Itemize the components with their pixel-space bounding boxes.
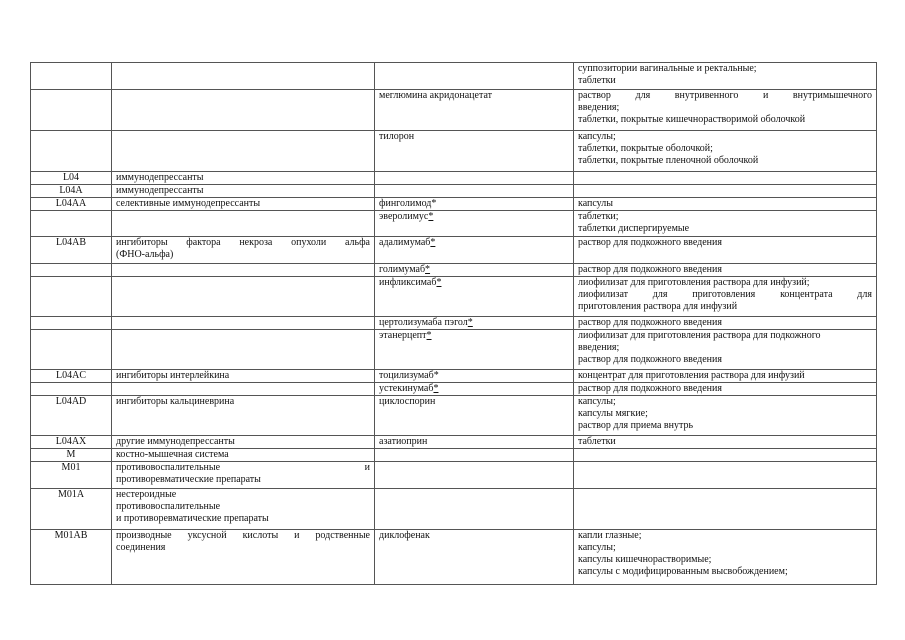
dosage-form-cell [574, 198, 877, 211]
group-label: иммунодепрессанты [116, 185, 204, 196]
dosage-form-line: суппозитории вагинальные и ректальные; [578, 63, 757, 74]
atc-code-cell: L04 [31, 172, 112, 185]
drug-table [30, 62, 877, 585]
dosage-form-line: капсулы кишечнорастворимые; [578, 554, 712, 565]
drug-name-cell [375, 63, 574, 90]
drug-name-cell [375, 264, 574, 277]
group-label: иммунодепрессанты [116, 172, 204, 183]
dosage-form-cell [574, 277, 877, 317]
atc-code-cell [31, 330, 112, 370]
group-label: ингибиторы кальциневрина [116, 396, 235, 407]
drug-name-cell [375, 317, 574, 330]
group-label: костно-мышечная система [116, 449, 229, 460]
drug-name: голимумаб [379, 264, 426, 275]
drug-name-cell [375, 449, 574, 462]
dosage-form-line: таблетки; [578, 211, 619, 222]
drug-name-cell [375, 396, 574, 436]
dosage-form-cell [574, 489, 877, 530]
table-row [31, 370, 877, 383]
drug-name: азатиоприн [379, 436, 428, 447]
atc-code-cell: L04AD [31, 396, 112, 436]
dosage-form-line: капли глазные; [578, 530, 642, 541]
dosage-form-line: таблетки, покрытые пленочной оболочкой [578, 155, 759, 166]
drug-name-cell [375, 198, 574, 211]
dosage-form-line: раствор для подкожного введения [578, 237, 722, 248]
atc-code-cell: L04AA [31, 198, 112, 211]
vital-drug-mark: * [436, 277, 442, 288]
table-row [31, 63, 877, 90]
table-row [31, 449, 877, 462]
dosage-form-line: лиофилизат для приготовления концентрата для [578, 289, 872, 300]
drug-table-body [31, 63, 877, 585]
drug-name-cell [375, 131, 574, 172]
table-row [31, 489, 877, 530]
dosage-form-line: таблетки [578, 75, 616, 86]
dosage-form-cell [574, 449, 877, 462]
dosage-form-line: капсулы мягкие; [578, 408, 648, 419]
dosage-form-line: лиофилизат для приготовления раствора для инфузий; [578, 277, 810, 288]
group-label: другие иммунодепрессанты [116, 436, 235, 447]
dosage-form-cell [574, 330, 877, 370]
atc-code-cell: L04AX [31, 436, 112, 449]
dosage-form-line: капсулы; [578, 396, 616, 407]
dosage-form-line: раствор для подкожного введения [578, 317, 722, 328]
group-label: нестероидные [116, 489, 177, 500]
drug-name: эверолимус [379, 211, 429, 222]
table-row [31, 462, 877, 489]
dosage-form-cell [574, 396, 877, 436]
group-cell [112, 330, 375, 370]
table-row [31, 383, 877, 396]
atc-code-cell [31, 277, 112, 317]
table-row [31, 131, 877, 172]
atc-code-cell [31, 317, 112, 330]
group-cell [112, 383, 375, 396]
table-row [31, 330, 877, 370]
dosage-form-line: введения; [578, 342, 620, 353]
dosage-form-line: раствор для подкожного введения [578, 354, 722, 365]
drug-name-cell [375, 462, 574, 489]
dosage-form-cell [574, 462, 877, 489]
table-row [31, 237, 877, 264]
group-cell [112, 449, 375, 462]
group-label: ингибиторы интерлейкина [116, 370, 230, 381]
atc-code-cell [31, 90, 112, 131]
group-cell [112, 237, 375, 264]
vital-drug-mark: * [425, 264, 431, 275]
table-row [31, 396, 877, 436]
group-label: ингибиторы фактора некроза опухоли альфа [116, 237, 370, 248]
drug-name: циклоспорин [379, 396, 436, 407]
group-label: и противоревматические препараты [116, 513, 269, 524]
group-cell [112, 131, 375, 172]
group-cell [112, 370, 375, 383]
vital-drug-mark: * [431, 198, 437, 209]
atc-code-cell: M01AB [31, 530, 112, 585]
dosage-form-cell [574, 172, 877, 185]
dosage-form-line: капсулы с модифицированным высвобождением; [578, 566, 788, 577]
atc-code-cell: M [31, 449, 112, 462]
group-label: соединения [116, 542, 166, 553]
vital-drug-mark: * [467, 317, 473, 328]
drug-name-cell [375, 383, 574, 396]
atc-code-cell: M01A [31, 489, 112, 530]
dosage-form-line: лиофилизат для приготовления раствора для подкожного [578, 330, 821, 341]
drug-name: адалимумаб [379, 237, 431, 248]
dosage-form-cell [574, 317, 877, 330]
dosage-form-line: приготовления раствора для инфузий [578, 301, 738, 312]
vital-drug-mark: * [430, 237, 436, 248]
table-row [31, 90, 877, 131]
atc-code-cell [31, 63, 112, 90]
atc-code-cell: L04AB [31, 237, 112, 264]
table-row [31, 436, 877, 449]
dosage-form-cell [574, 131, 877, 172]
group-cell [112, 264, 375, 277]
dosage-form-line: раствор для подкожного введения [578, 264, 722, 275]
dosage-form-line: раствор для внутривенного и внутримышечного [578, 90, 872, 101]
dosage-form-cell [574, 185, 877, 198]
group-label: (ФНО-альфа) [116, 249, 174, 260]
atc-code-cell: L04A [31, 185, 112, 198]
table-row [31, 172, 877, 185]
dosage-form-line: введения; [578, 102, 620, 113]
vital-drug-mark: * [433, 370, 439, 381]
dosage-form-line: таблетки диспергируемые [578, 223, 690, 234]
drug-name-cell [375, 370, 574, 383]
drug-name: цертолизумаба пэгол [379, 317, 468, 328]
dosage-form-cell [574, 237, 877, 264]
drug-name-cell [375, 330, 574, 370]
dosage-form-line: капсулы; [578, 542, 616, 553]
drug-name-cell [375, 237, 574, 264]
drug-name: диклофенак [379, 530, 430, 541]
dosage-form-cell [574, 530, 877, 585]
dosage-form-line: таблетки, покрытые кишечнорастворимой оболочкой [578, 114, 806, 125]
group-cell [112, 530, 375, 585]
group-cell [112, 277, 375, 317]
dosage-form-cell [574, 264, 877, 277]
table-row [31, 277, 877, 317]
group-cell [112, 63, 375, 90]
drug-name-cell [375, 436, 574, 449]
dosage-form-line: капсулы [578, 198, 613, 209]
atc-code-cell [31, 211, 112, 237]
group-cell [112, 172, 375, 185]
drug-name: меглюмина акридонацетат [379, 90, 493, 101]
table-row [31, 317, 877, 330]
group-label: противоревматические препараты [116, 474, 261, 485]
vital-drug-mark: * [426, 330, 432, 341]
dosage-form-cell [574, 370, 877, 383]
table-row [31, 264, 877, 277]
dosage-form-line: таблетки, покрытые оболочкой; [578, 143, 713, 154]
dosage-form-line: капсулы; [578, 131, 616, 142]
drug-name-cell [375, 530, 574, 585]
dosage-form-line: раствор для подкожного введения [578, 383, 722, 394]
group-cell [112, 462, 375, 489]
dosage-form-cell [574, 211, 877, 237]
dosage-form-cell [574, 90, 877, 131]
group-cell [112, 211, 375, 237]
group-label: противовоспалительные [116, 501, 221, 512]
group-cell [112, 396, 375, 436]
table-row [31, 530, 877, 585]
drug-name-cell [375, 277, 574, 317]
atc-code-cell: M01 [31, 462, 112, 489]
group-cell [112, 436, 375, 449]
dosage-form-line: раствор для приема внутрь [578, 420, 694, 431]
atc-code-cell [31, 264, 112, 277]
dosage-form-cell [574, 436, 877, 449]
group-cell [112, 489, 375, 530]
atc-code-cell: L04AC [31, 370, 112, 383]
group-label: селективные иммунодепрессанты [116, 198, 261, 209]
drug-name: инфликсимаб [379, 277, 437, 288]
table-row [31, 211, 877, 237]
dosage-form-cell [574, 383, 877, 396]
drug-name: этанерцепт [379, 330, 427, 341]
vital-drug-mark: * [433, 383, 439, 394]
dosage-form-cell [574, 63, 877, 90]
group-cell [112, 198, 375, 211]
drug-name-cell [375, 90, 574, 131]
atc-code-cell [31, 383, 112, 396]
group-cell [112, 90, 375, 131]
group-label: производные уксусной кислоты и родственные [116, 530, 370, 541]
drug-name-cell [375, 172, 574, 185]
drug-name-cell [375, 185, 574, 198]
group-label: противовоспалительные и [116, 462, 370, 473]
table-row [31, 185, 877, 198]
atc-code-cell [31, 131, 112, 172]
drug-name: устекинумаб [379, 383, 434, 394]
drug-name: финголимод [379, 198, 432, 209]
dosage-form-line: концентрат для приготовления раствора для инфузий [578, 370, 805, 381]
drug-name: тилорон [379, 131, 415, 142]
vital-drug-mark: * [428, 211, 434, 222]
drug-name-cell [375, 489, 574, 530]
drug-name-cell [375, 211, 574, 237]
group-cell [112, 317, 375, 330]
table-row [31, 198, 877, 211]
dosage-form-line: таблетки [578, 436, 616, 447]
drug-name: тоцилизумаб [379, 370, 434, 381]
group-cell [112, 185, 375, 198]
